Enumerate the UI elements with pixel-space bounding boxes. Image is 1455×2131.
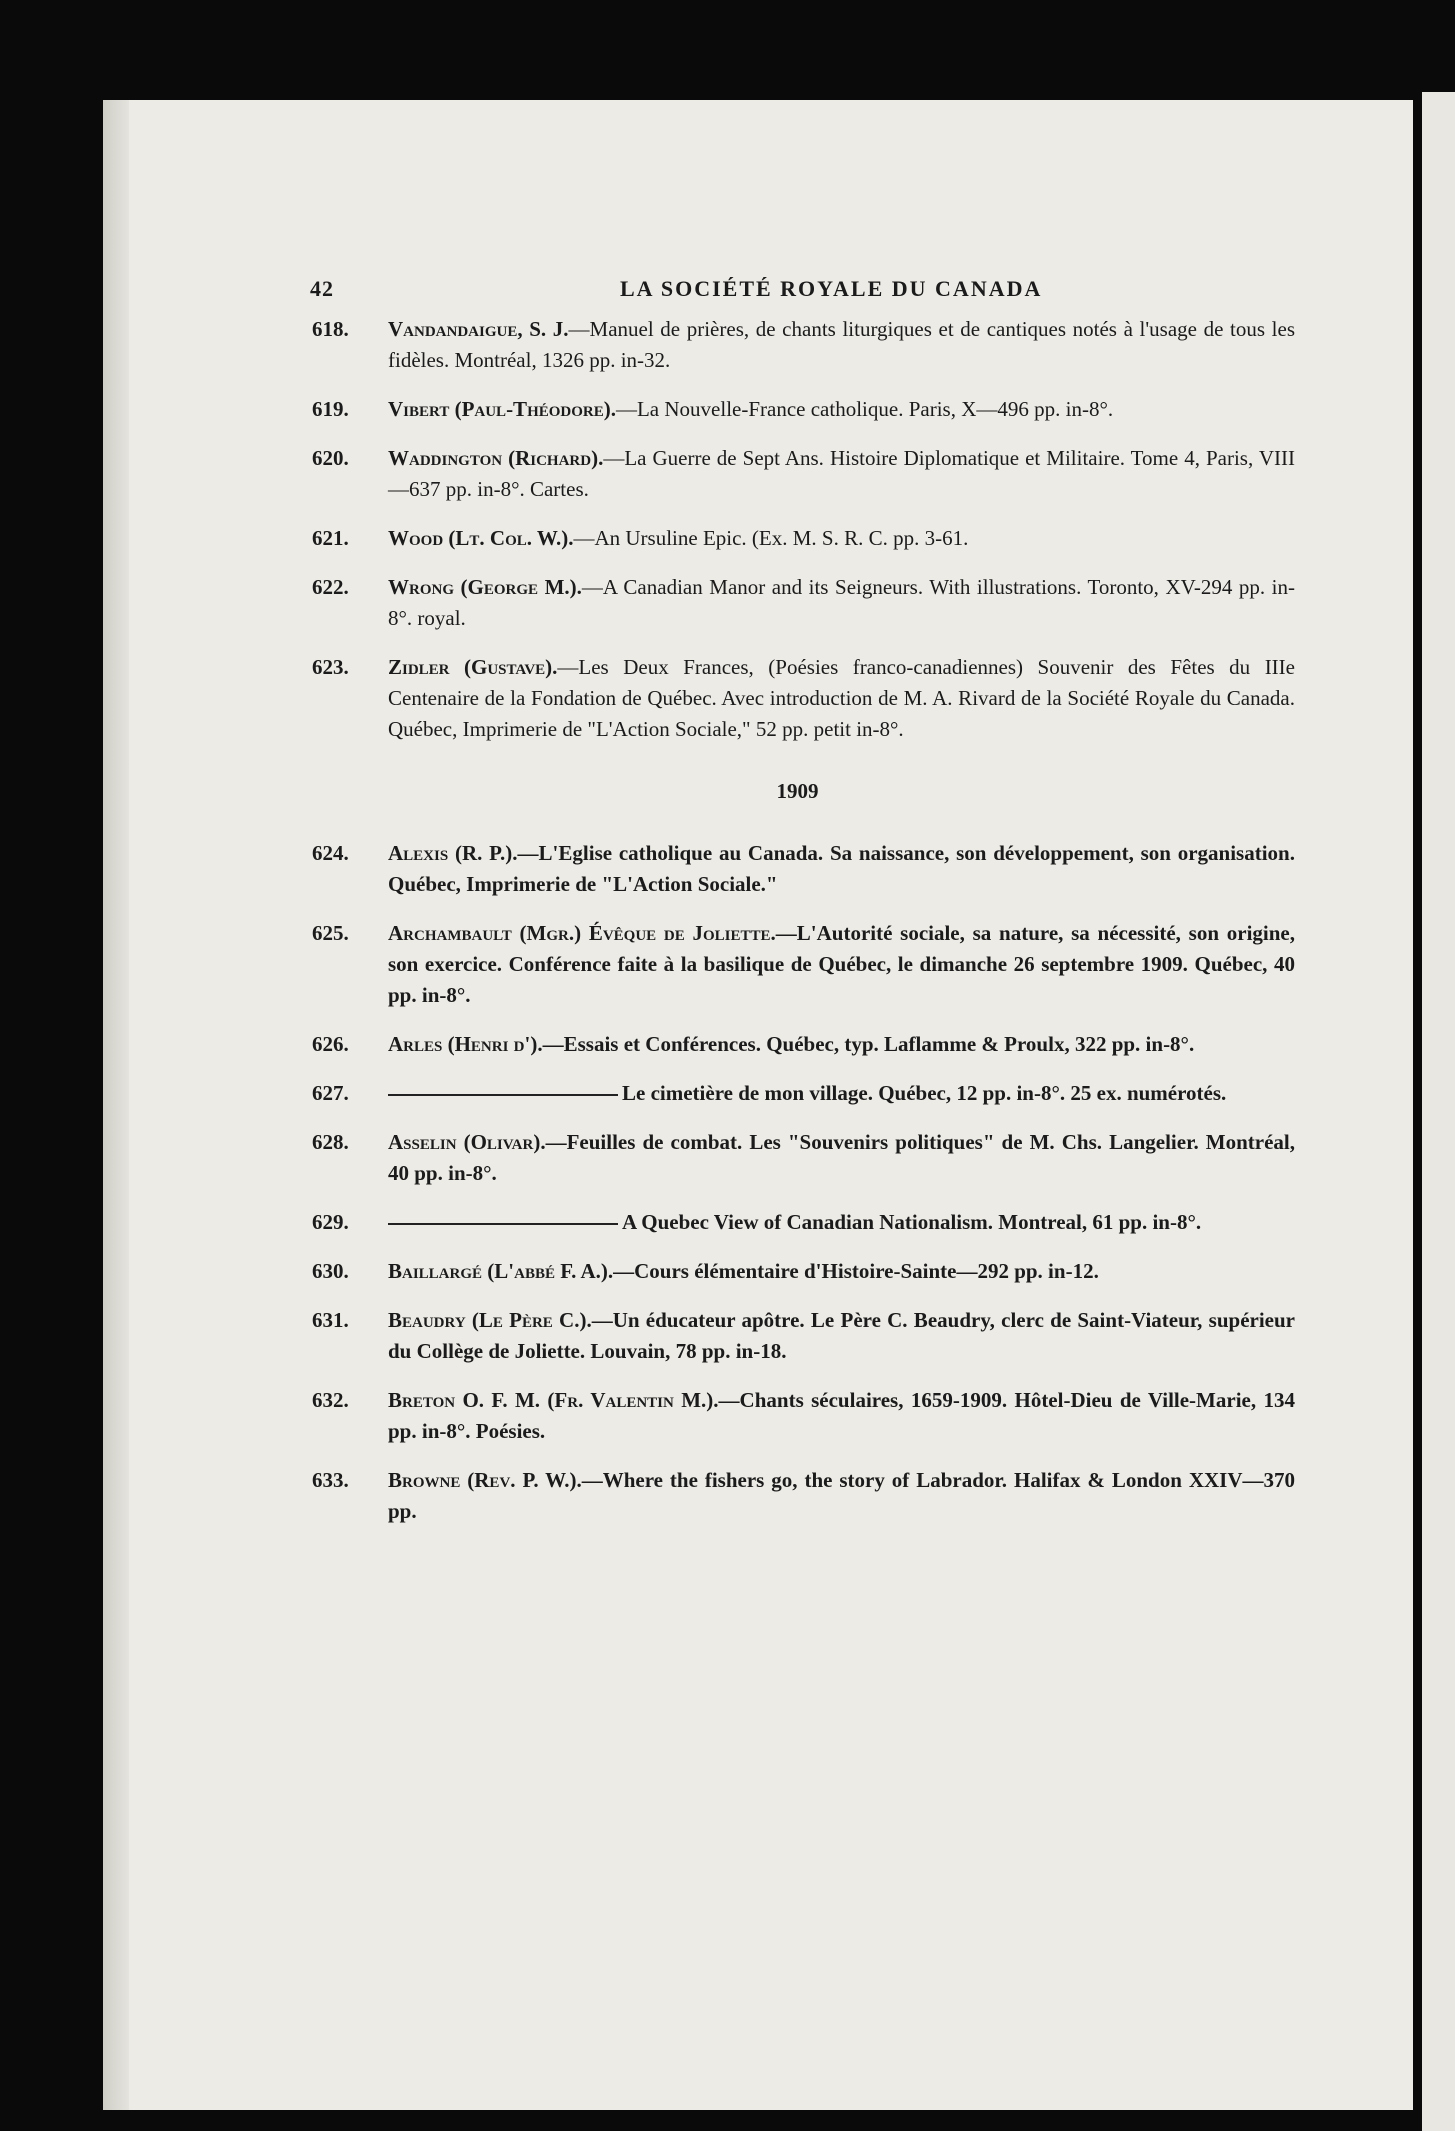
bibliography-entry (300, 1029, 1295, 1060)
entries-1909 (300, 838, 1295, 1527)
entry-author: Vandandaigue, S. J. (388, 317, 569, 341)
entry-title: —Where the fishers go, the story of Labrador. Halifax & London XXIV—370 pp. (388, 1468, 1295, 1523)
entry-number: 626. (312, 1032, 349, 1056)
entry-number: 630. (312, 1259, 349, 1283)
entry-title: —Essais et Conférences. Québec, typ. Laflamme & Proulx, 322 pp. in-8°. (542, 1032, 1195, 1056)
entry-title: A Quebec View of Canadian Nationalism. Montreal, 61 pp. in-8°. (622, 1210, 1202, 1234)
ditto-dash (388, 1223, 618, 1225)
bibliography-entry (300, 443, 1295, 505)
entry-title: —L'Autorité sociale, sa nature, sa nécessité, son origine, son exercice. Conférence faite à la basilique de Québec, le dimanche 26 septembre 1909. Québec, 40 pp. in-8°. (388, 921, 1295, 1007)
entry-number: 631. (312, 1308, 349, 1332)
entry-number: 620. (312, 446, 349, 470)
bibliography-entry (300, 1207, 1295, 1238)
entry-title: —An Ursuline Epic. (Ex. M. S. R. C. pp. 3-61. (573, 526, 969, 550)
page-content (300, 270, 1295, 1545)
entry-number: 625. (312, 921, 349, 945)
bibliography-entry (300, 918, 1295, 1011)
entry-title: —L'Eglise catholique au Canada. Sa naissance, son développement, son organisation. Québec, Imprimerie de "L'Action Sociale." (388, 841, 1295, 896)
entry-number: 628. (312, 1130, 349, 1154)
entry-author: Zidler (Gustave). (388, 655, 558, 679)
entry-number: 622. (312, 575, 349, 599)
entry-text (388, 838, 1295, 900)
entry-title: —Un éducateur apôtre. Le Père C. Beaudry, clerc de Saint-Viateur, supérieur du Collège de Joliette. Louvain, 78 pp. in-18. (388, 1308, 1295, 1363)
entry-number: 623. (312, 655, 349, 679)
entry-title: —Cours élémentaire d'Histoire-Sainte—292 pp. in-12. (613, 1259, 1099, 1283)
entry-number: 618. (312, 317, 349, 341)
entry-title: —Feuilles de combat. Les "Souvenirs politiques" de M. Chs. Langelier. Montréal, 40 pp. in-8°. (388, 1130, 1295, 1185)
entry-text (388, 572, 1295, 634)
entry-text (388, 1078, 1295, 1109)
bibliography-entry (300, 394, 1295, 425)
bibliography-entry (300, 838, 1295, 900)
ditto-dash (388, 1094, 618, 1096)
entry-title: —La Guerre de Sept Ans. Histoire Diplomatique et Militaire. Tome 4, Paris, VIII—637 pp. in-8°. Cartes. (388, 446, 1295, 501)
bibliography-entry (300, 1078, 1295, 1109)
entry-text (388, 918, 1295, 1011)
entry-author: Beaudry (Le Père C.). (388, 1308, 592, 1332)
entry-title: —Manuel de prières, de chants liturgiques et de cantiques notés à l'usage de tous les fidèles. Montréal, 1326 pp. in-32. (388, 317, 1295, 372)
bibliography-entry (300, 1385, 1295, 1447)
page-number: 42 (310, 276, 334, 301)
entry-author: Waddington (Richard). (388, 446, 604, 470)
entry-text (388, 1029, 1295, 1060)
entry-number: 633. (312, 1468, 349, 1492)
bibliography-entry (300, 314, 1295, 376)
entry-text (388, 1207, 1295, 1238)
entry-text (388, 1385, 1295, 1447)
entry-author: Vibert (Paul-Théodore). (388, 397, 616, 421)
entry-text (388, 523, 1295, 554)
entry-author: Baillargé (L'abbé F. A.). (388, 1259, 614, 1283)
entry-text (388, 1465, 1295, 1527)
entry-title: Le cimetière de mon village. Québec, 12 pp. in-8°. 25 ex. numérotés. (622, 1081, 1227, 1105)
bibliography-entry (300, 1256, 1295, 1287)
running-header (300, 270, 1295, 314)
entry-text (388, 1305, 1295, 1367)
entry-text (388, 443, 1295, 505)
entry-number: 624. (312, 841, 349, 865)
bibliography-entry (300, 1127, 1295, 1189)
entry-author: Wrong (George M.). (388, 575, 582, 599)
entry-number: 619. (312, 397, 349, 421)
bibliography-entry (300, 652, 1295, 745)
entry-text (388, 1127, 1295, 1189)
entry-author: Browne (Rev. P. W.). (388, 1468, 582, 1492)
entry-number: 627. (312, 1081, 349, 1105)
entry-number: 621. (312, 526, 349, 550)
running-title: LA SOCIÉTÉ ROYALE DU CANADA (620, 276, 1043, 301)
entry-title: —La Nouvelle-France catholique. Paris, X—496 pp. in-8°. (615, 397, 1114, 421)
entry-author: Wood (Lt. Col. W.). (388, 526, 574, 550)
entry-author: Asselin (Olivar). (388, 1130, 546, 1154)
entry-title: —Chants séculaires, 1659-1909. Hôtel-Dieu de Ville-Marie, 134 pp. in-8°. Poésies. (388, 1388, 1295, 1443)
entries-1908 (300, 314, 1295, 745)
page-binding-edge (103, 100, 129, 2110)
entry-title: —A Canadian Manor and its Seigneurs. With illustrations. Toronto, XV-294 pp. in-8°. royal. (388, 575, 1295, 630)
entry-text (388, 394, 1295, 425)
entry-text (388, 1256, 1295, 1287)
year-heading: 1909 (776, 779, 819, 803)
entry-author: Arles (Henri d'). (388, 1032, 543, 1056)
bibliography-entry (300, 1465, 1295, 1527)
entry-number: 629. (312, 1210, 349, 1234)
entry-author: Breton O. F. M. (Fr. Valentin M.). (388, 1388, 719, 1412)
entry-author: Archambault (Mgr.) Évêque de Joliette. (388, 921, 776, 945)
bibliography-entry (300, 523, 1295, 554)
bibliography-entry (300, 1305, 1295, 1367)
entry-number: 632. (312, 1388, 349, 1412)
facing-page-edge (1422, 92, 1455, 2131)
entry-text (388, 314, 1295, 376)
bibliography-entry (300, 572, 1295, 634)
entry-author: Alexis (R. P.). (388, 841, 518, 865)
entry-title: —Les Deux Frances, (Poésies franco-canadiennes) Souvenir des Fêtes du IIIe Centenaire de la Fondation de Québec. Avec introduction de M. A. Rivard de la Société Royale du Canada. Québec, Imprimerie de "L'Action Sociale," 52 pp. petit in-8°. (388, 655, 1295, 741)
entry-text (388, 652, 1295, 745)
